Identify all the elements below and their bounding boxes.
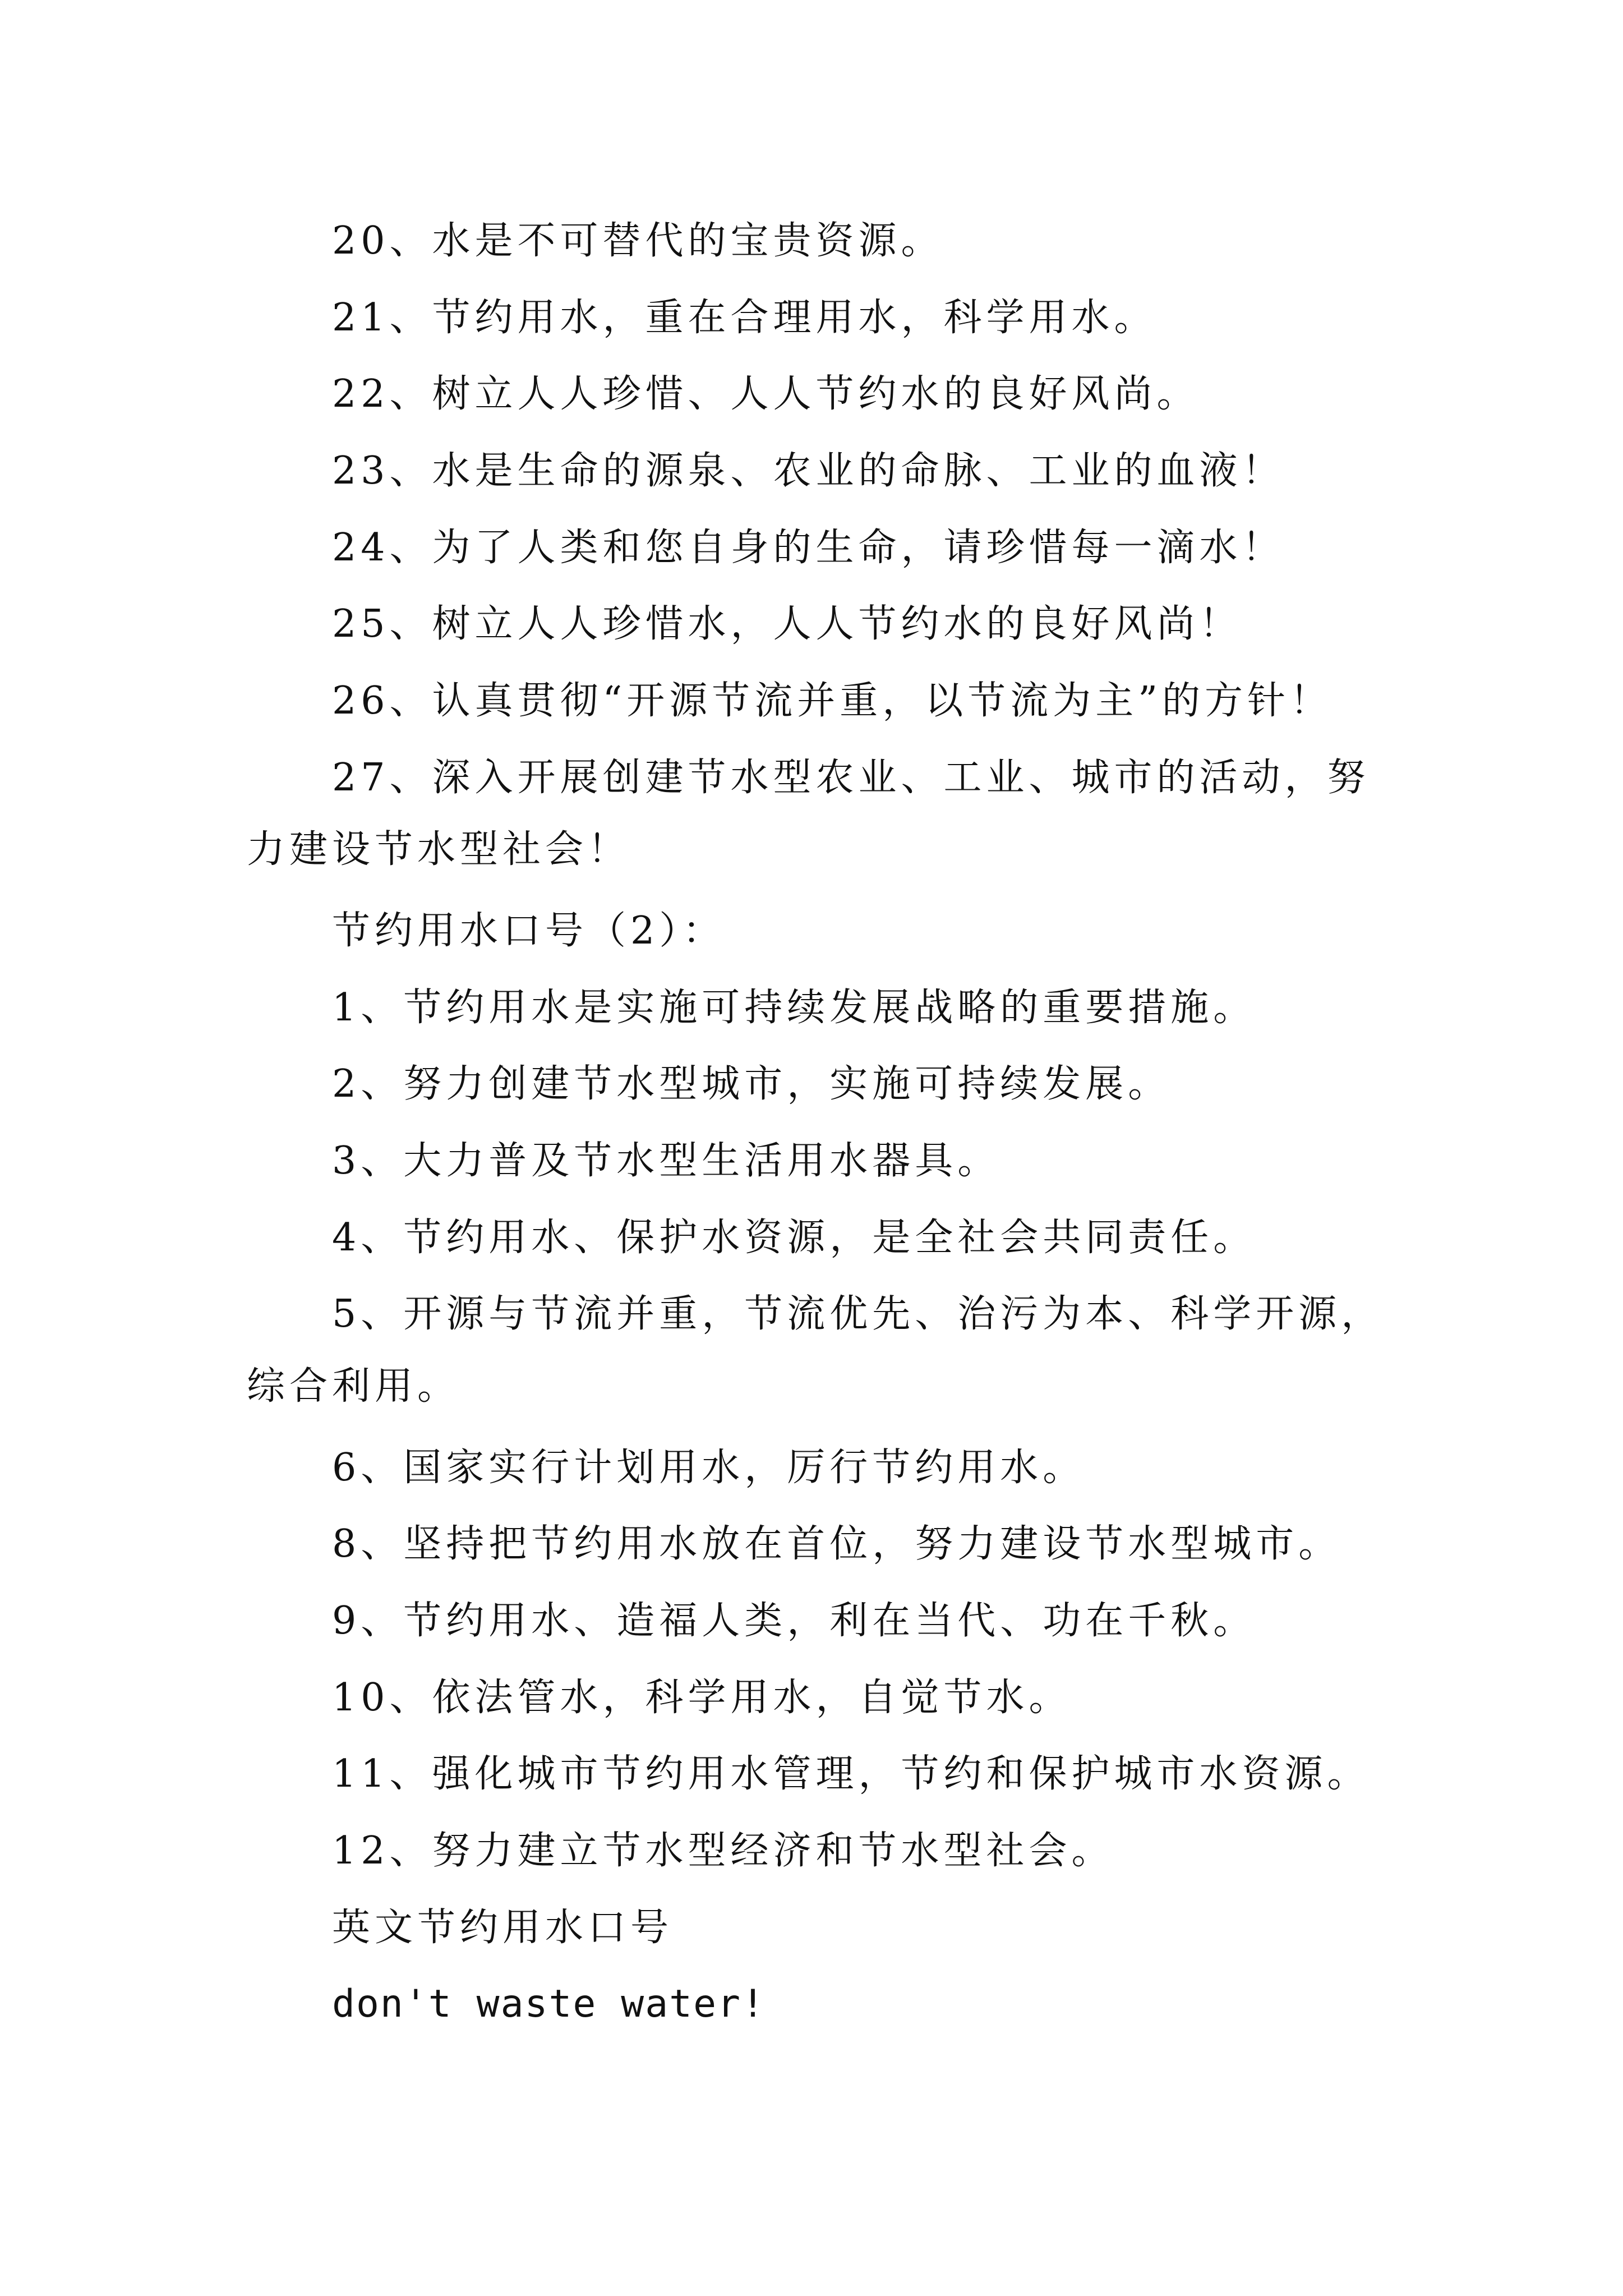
slogan-line-1: 1、节约用水是实施可持续发展战略的重要措施。 — [332, 986, 1256, 1030]
slogan-line-21: 21、节约用水，重在合理用水，科学用水。 — [332, 296, 1157, 340]
slogan-line-2: 2、努力创建节水型城市，实施可持续发展。 — [332, 1062, 1171, 1106]
slogan-line-12: 12、努力建立节水型经济和节水型社会。 — [332, 1829, 1114, 1873]
slogan-line-4: 4、节约用水、保护水资源，是全社会共同责任。 — [332, 1216, 1256, 1260]
section-heading-slogans-2: 节约用水口号（2）： — [332, 909, 726, 953]
slogan-line-26: 26、认真贯彻“开源节流并重，以节流为主”的方针！ — [332, 679, 1333, 723]
slogan-line-8: 8、坚持把节约用水放在首位，努力建设节水型城市。 — [332, 1522, 1341, 1566]
slogan-line-6: 6、国家实行计划用水，厉行节约用水。 — [332, 1446, 1086, 1490]
slogan-line-20: 20、水是不可替代的宝贵资源。 — [332, 219, 944, 263]
slogan-line-27-continued: 力建设节水型社会！ — [247, 827, 631, 872]
slogan-line-24: 24、为了人类和您自身的生命，请珍惜每一滴水！ — [332, 526, 1285, 570]
slogan-line-27: 27、深入开展创建节水型农业、工业、城市的活动，努 — [332, 756, 1370, 800]
english-slogan-line: don't waste water! — [332, 1982, 766, 2026]
slogan-line-23: 23、水是生命的源泉、农业的命脉、工业的血液！ — [332, 449, 1285, 493]
slogan-line-25: 25、树立人人珍惜水，人人节约水的良好风尚！ — [332, 602, 1242, 646]
slogan-line-9: 9、节约用水、造福人类，利在当代、功在千秋。 — [332, 1599, 1256, 1643]
slogan-line-3: 3、大力普及节水型生活用水器具。 — [332, 1139, 1000, 1183]
slogan-line-5-continued: 综合利用。 — [247, 1364, 460, 1409]
section-heading-english-slogans: 英文节约用水口号 — [332, 1906, 674, 1950]
slogan-line-5: 5、开源与节流并重，节流优先、治污为本、科学开源， — [332, 1292, 1384, 1336]
slogan-line-22: 22、树立人人珍惜、人人节约水的良好风尚。 — [332, 372, 1200, 416]
slogan-line-10: 10、依法管水，科学用水，自觉节水。 — [332, 1676, 1072, 1720]
slogan-line-11: 11、强化城市节约用水管理，节约和保护城市水资源。 — [332, 1752, 1370, 1796]
